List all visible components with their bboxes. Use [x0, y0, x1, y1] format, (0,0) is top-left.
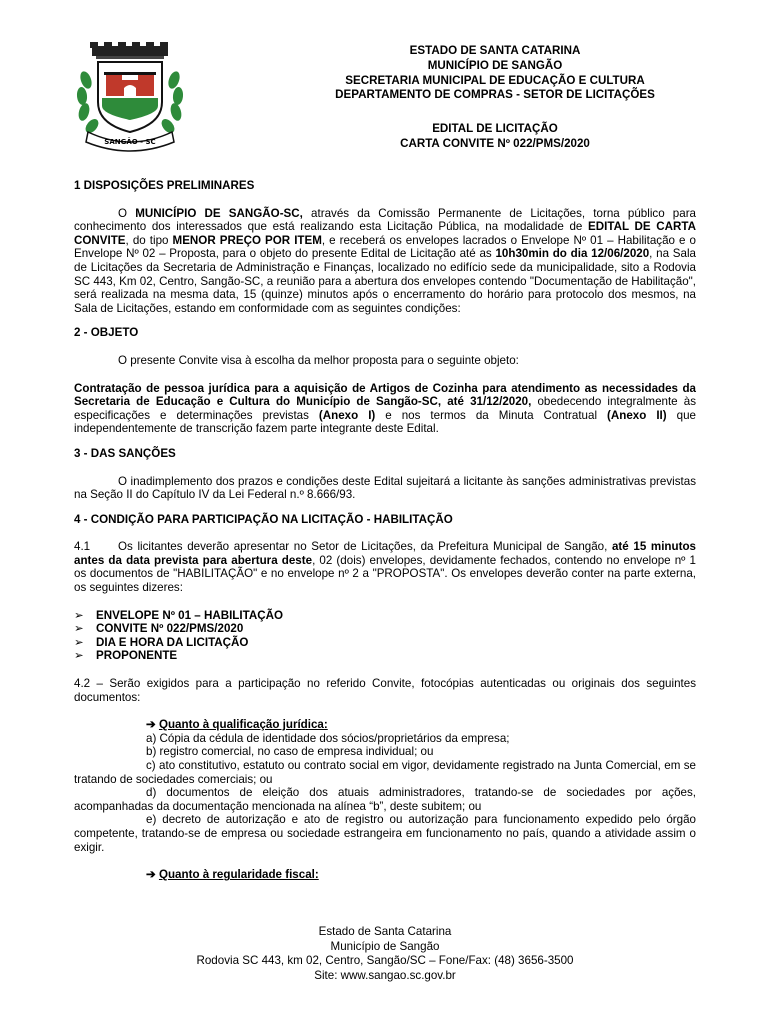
header-department: DEPARTAMENTO DE COMPRAS - SETOR DE LICITAÇÕES	[335, 88, 655, 102]
section-2-object: Contratação de pessoa jurídica para a aquisição de Artigos de Cozinha para atendimento as necessidades da Secretaria de Educação e Cultura do Município de Sangão-SC, até 31/12/2020, obedecendo integralmente às especificações e determinações previstas (Anexo I) e nos termos da Minuta Contratual (Anexo II) que independentemente de transcrição fazem parte integrante deste Edital.	[74, 381, 696, 436]
juridical-item-a: a) Cópia da cédula de identidade dos sócios/proprietários da empresa;	[146, 731, 510, 745]
juridical-qualification-heading: ➔ Quanto à qualificação jurídica:	[146, 718, 328, 732]
list-item: ➢ DIA E HORA DA LICITAÇÃO	[74, 635, 249, 649]
document-body	[74, 179, 696, 882]
arrow-bullet-icon: ➢	[74, 649, 84, 663]
arrow-bullet-icon: ➢	[74, 622, 84, 636]
section-1-title: 1 DISPOSIÇÕES PRELIMINARES	[74, 179, 255, 192]
arrow-bullet-icon: ➢	[74, 608, 84, 622]
juridical-item-e: e) decreto de autorização e ato de registro ou autorização para funcionamento expedido pelo órgão competente, tratando-se de empresa ou sociedade estrangeira em funcionamento no país, quando a atividade assim o exigir.	[74, 813, 696, 854]
crest-ribbon-text: SANGÃO - SC	[104, 138, 156, 146]
document-footer	[0, 925, 770, 983]
juridical-item-d: d) documentos de eleição dos atuais administradores, tratando-se de sociedades por ações, acompanhadas da documentação mencionada na alínea “b”, deste subitem; ou	[74, 786, 696, 813]
arrow-right-icon: ➔	[146, 718, 156, 732]
section-2-title: 2 - OBJETO	[74, 326, 139, 340]
section-1-paragraph: O MUNICÍPIO DE SANGÃO-SC, através da Comissão Permanente de Licitações, torna público para conhecimento dos interessados que está realizando esta Licitação Pública, na modalidade de EDITAL DE CARTA CONVITE, do tipo MENOR PREÇO POR ITEM, e receberá os envelopes lacrados o Envelope Nº 01 – Habilitação e o Envelope Nº 02 – Proposta, para o objeto do presente Edital de Licitação até as 10h30min do dia 12/06/2020, na Sala de Licitações da Secretaria de Administração e Finanças, localizado no edifício sede da municipalidade, sito a Rodovia SC 443, Km 02, Centro, Sangão-SC, a reunião para a abertura dos envelopes contendo "Documentação de Habilitação", será realizada na mesma data, 15 (quinze) minutos após o encerramento do horário para protocolo dos mesmos, na Sala de Licitações, estando em conformidade com as seguintes condições:	[74, 206, 697, 315]
header-convite-number: CARTA CONVITE Nº 022/PMS/2020	[400, 136, 590, 150]
section-4-title: 4 - CONDIÇÃO PARA PARTICIPAÇÃO NA LICITAÇÃO - HABILITAÇÃO	[74, 512, 453, 526]
section-2-intro: O presente Convite visa à escolha da melhor proposta para o seguinte objeto:	[118, 353, 519, 367]
list-item: ➢ ENVELOPE Nº 01 – HABILITAÇÃO	[74, 608, 283, 622]
footer-municipality: Município de Sangão	[330, 939, 440, 953]
header-state: ESTADO DE SANTA CATARINA	[409, 44, 581, 57]
footer-address: Rodovia SC 443, km 02, Centro, Sangão/SC – Fone/Fax: (48) 3656-3500	[196, 954, 574, 968]
footer-site: Site: www.sangao.sc.gov.br	[314, 968, 456, 982]
footer-state: Estado de Santa Catarina	[318, 925, 452, 938]
juridical-item-c: c) ato constitutivo, estatuto ou contrato social em vigor, devidamente registrado na Junta Comercial, em se tratando de sociedades comerciais; ou	[74, 759, 696, 786]
header-municipality: MUNICÍPIO DE SANGÃO	[427, 58, 563, 72]
envelope-labels-list	[74, 609, 696, 663]
header-secretariat: SECRETARIA MUNICIPAL DE EDUCAÇÃO E CULTURA	[345, 73, 645, 87]
section-4-1-paragraph: 4.1 Os licitantes deverão apresentar no Setor de Licitações, da Prefeitura Municipal de Sangão, até 15 minutos antes da data prevista para abertura deste, 02 (dois) envelopes, devidamente fechados, contendo no envelope nº 1 os documentos de "HABILITAÇÃO" e no envelope nº 2 a "PROPOSTA". Os envelopes deverão conter na parte externa, os seguintes dizeres:	[74, 540, 696, 595]
document-header	[280, 44, 710, 152]
municipal-crest-logo	[70, 40, 190, 152]
list-item: ➢ PROPONENTE	[74, 649, 178, 663]
list-item: ➢ CONVITE Nº 022/PMS/2020	[74, 622, 244, 636]
section-4-2-paragraph: 4.2 – Serão exigidos para a participação no referido Convite, fotocópias autenticadas ou originais dos seguintes documentos:	[74, 677, 696, 704]
juridical-item-b: b) registro comercial, no caso de empresa individual; ou	[146, 745, 434, 759]
header-edital-title: EDITAL DE LICITAÇÃO	[432, 122, 558, 136]
fiscal-regularity-heading: ➔ Quanto à regularidade fiscal:	[146, 868, 319, 882]
arrow-right-icon: ➔	[146, 868, 156, 882]
section-3-paragraph: O inadimplemento dos prazos e condições deste Edital sujeitará a licitante às sanções administrativas previstas na Seção II do Capítulo IV da Lei Federal n.º 8.666/93.	[74, 474, 696, 502]
arrow-bullet-icon: ➢	[74, 635, 84, 649]
section-3-title: 3 - DAS SANÇÕES	[74, 446, 176, 460]
